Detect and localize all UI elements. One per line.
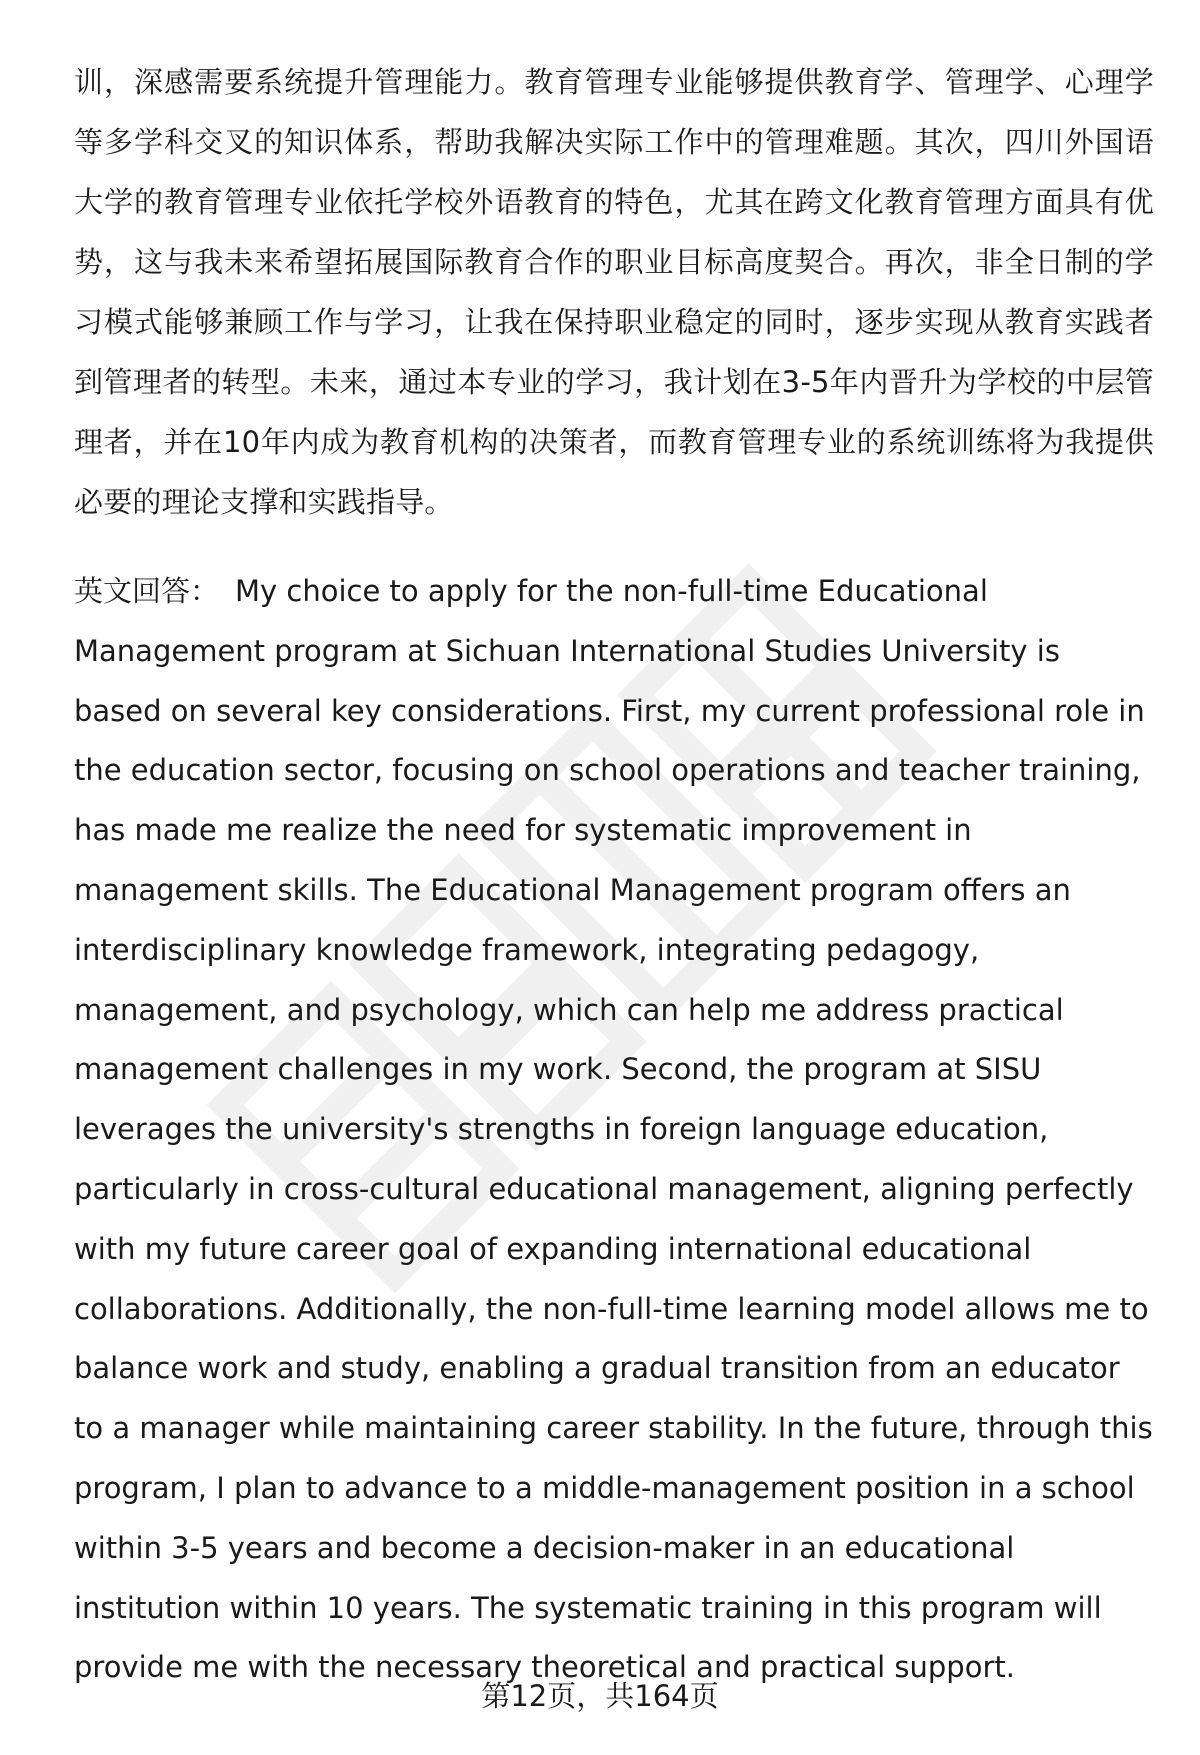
main-content [74,52,1154,1698]
english-answer-label: 英文回答： [74,574,220,608]
english-answer-text: My choice to apply for the non-full-time Educational Management program at Sichuan International Studies University is based on several key considerations. First, my current professional role in the education sector, focusing on school operations and teacher training, has made me realize the need for systematic improvement in management skills. The Educational Management program offers an interdisciplinary knowledge framework, integrating pedagogy, management, and psychology, which can help me address practical management challenges in my work. Second, the program at SISU leverages the university's strengths in foreign language education, particularly in cross-cultural educational management, aligning perfectly with my future career goal of expanding international educational collaborations. Additionally, the non-full-time learning model allows me to balance work and study, enabling a gradual transition from an educator to a manager while maintaining career stability. In the future, through this program, I plan to advance to a middle-management position in a school within 3-5 years and become a decision-maker in an educational institution within 10 years. The systematic training in this program will provide me with the necessary theoretical and practical support. [74,574,1153,1685]
english-answer-paragraph [74,562,1154,1698]
page-number-footer: 第12页，共164页 [481,1679,719,1713]
chinese-answer-paragraph: 训，深感需要系统提升管理能力。教育管理专业能够提供教育学、管理学、心理学等多学科交叉的知识体系，帮助我解决实际工作中的管理难题。其次，四川外国语大学的教育管理专业依托学校外语教育的特色，尤其在跨文化教育管理方面具有优势，这与我未来希望拓展国际教育合作的职业目标高度契合。再次，非全日制的学习模式能够兼顾工作与学习，让我在保持职业稳定的同时，逐步实现从教育实践者到管理者的转型。未来，通过本专业的学习，我计划在3-5年内晋升为学校的中层管理者，并在10年内成为教育机构的决策者，而教育管理专业的系统训练将为我提供必要的理论支撑和实践指导。 [74,65,1154,519]
